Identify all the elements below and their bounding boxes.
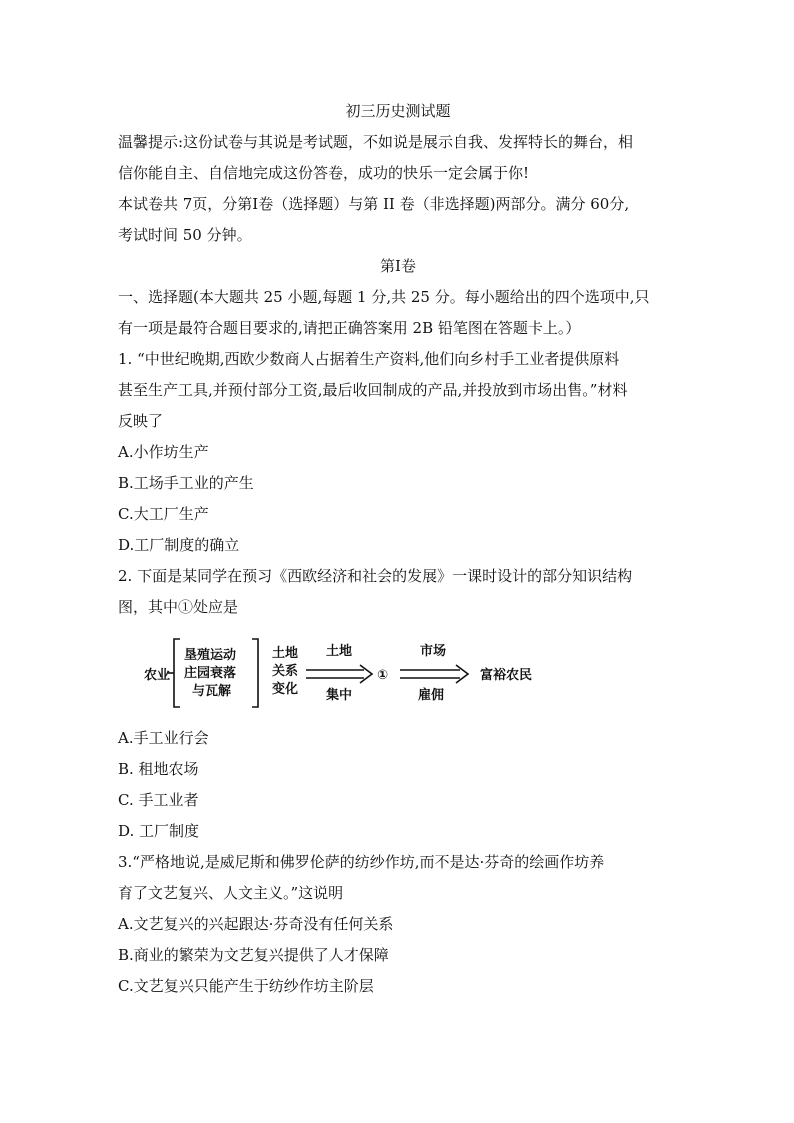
diagram-left-bracket bbox=[174, 639, 180, 707]
section-title: 第Ⅰ卷 bbox=[380, 257, 416, 275]
diagram-right-bracket bbox=[252, 639, 258, 707]
exam-page bbox=[118, 96, 678, 1002]
diagram-change-line-3: 变化 bbox=[272, 682, 299, 697]
question-3-stem: 育了文艺复兴、人文主义。”这说明 bbox=[118, 884, 344, 902]
question-1-option-c: C.大工厂生产 bbox=[118, 505, 209, 523]
question-1-option-d: D.工厂制度的确立 bbox=[118, 536, 240, 554]
question-1-option-a: A.小作坊生产 bbox=[118, 443, 209, 461]
section-desc-line: 一、选择题(本大题共 25 小题,每题 1 分,共 25 分。每小题给出的四个选项中,只 bbox=[118, 288, 650, 306]
diagram-arrow-2-shaft bbox=[400, 670, 460, 678]
intro-line: 信你能自主、自信地完成这份答卷，成功的快乐一定会属于你! bbox=[118, 164, 530, 182]
diagram-change-line-2: 关系 bbox=[272, 664, 299, 679]
knowledge-structure-diagram bbox=[118, 627, 678, 719]
diagram-arrow-1-head bbox=[360, 665, 372, 683]
diagram-arrow-2-head bbox=[456, 665, 468, 683]
question-2-stem: 2. 下面是某同学在预习《西欧经济和社会的发展》一课时设计的部分知识结构 bbox=[118, 567, 633, 585]
diagram-circle-marker: ① bbox=[377, 668, 389, 683]
diagram-rich-farmers-label: 富裕农民 bbox=[480, 668, 533, 683]
page-title: 初三历史测试题 bbox=[345, 102, 451, 120]
diagram-svg bbox=[118, 627, 558, 719]
diagram-bracket-line-1: 垦殖运动 bbox=[184, 648, 237, 663]
question-3-option-c: C.文艺复兴只能产生于纺纱作坊主阶层 bbox=[118, 977, 374, 995]
question-2-option-b: B. 租地农场 bbox=[118, 760, 199, 778]
intro-line: 温馨提示:这份试卷与其说是考试题，不如说是展示自我、发挥特长的舞台，相 bbox=[118, 133, 634, 151]
question-2-option-d: D. 工厂制度 bbox=[118, 822, 200, 840]
section-desc-line: 有一项是最符合题目要求的,请把正确答案用 2B 铅笔图在答题卡上。） bbox=[118, 319, 581, 337]
question-2-option-c: C. 手工业者 bbox=[118, 791, 199, 809]
diagram-change-line-1: 土地 bbox=[272, 646, 299, 661]
question-3-option-b: B.商业的繁荣为文艺复兴提供了人才保障 bbox=[118, 946, 389, 964]
question-2-option-a: A.手工业行会 bbox=[118, 729, 209, 747]
diagram-arrow-1-shaft bbox=[306, 670, 364, 678]
diagram-arrow2-top-label: 市场 bbox=[420, 644, 447, 659]
diagram-bracket-line-2: 庄园衰落 bbox=[184, 666, 237, 681]
question-1-option-b: B.工场手工业的产生 bbox=[118, 474, 254, 492]
diagram-arrow1-bottom-label: 集中 bbox=[326, 688, 353, 703]
diagram-arrow2-bottom-label: 雇佣 bbox=[418, 688, 445, 703]
question-2-stem: 图，其中①处应是 bbox=[118, 598, 239, 616]
question-1-stem: 甚至生产工具,并预付部分工资,最后收回制成的产品,并投放到市场出售。”材料 bbox=[118, 381, 628, 399]
diagram-arrow1-top-label: 土地 bbox=[326, 644, 353, 659]
question-1-stem: 1. “中世纪晚期,西欧少数商人占据着生产资料,他们向乡村手工业者提供原料 bbox=[118, 350, 620, 368]
question-3-stem: 3.“严格地说,是威尼斯和佛罗伦萨的纺纱作坊,而不是达·芬奇的绘画作坊养 bbox=[118, 853, 605, 871]
intro-line: 考试时间 50 分钟。 bbox=[118, 226, 252, 244]
question-3-option-a: A.文艺复兴的兴起跟达·芬奇没有任何关系 bbox=[118, 915, 394, 933]
intro-line: 本试卷共 7页，分第Ⅰ卷（选择题）与第 II 卷（非选择题)两部分。满分 60分, bbox=[118, 195, 630, 213]
diagram-bracket-line-3: 与瓦解 bbox=[192, 684, 232, 699]
question-1-stem: 反映了 bbox=[118, 412, 164, 430]
diagram-agriculture-label: 农业 bbox=[144, 668, 171, 683]
